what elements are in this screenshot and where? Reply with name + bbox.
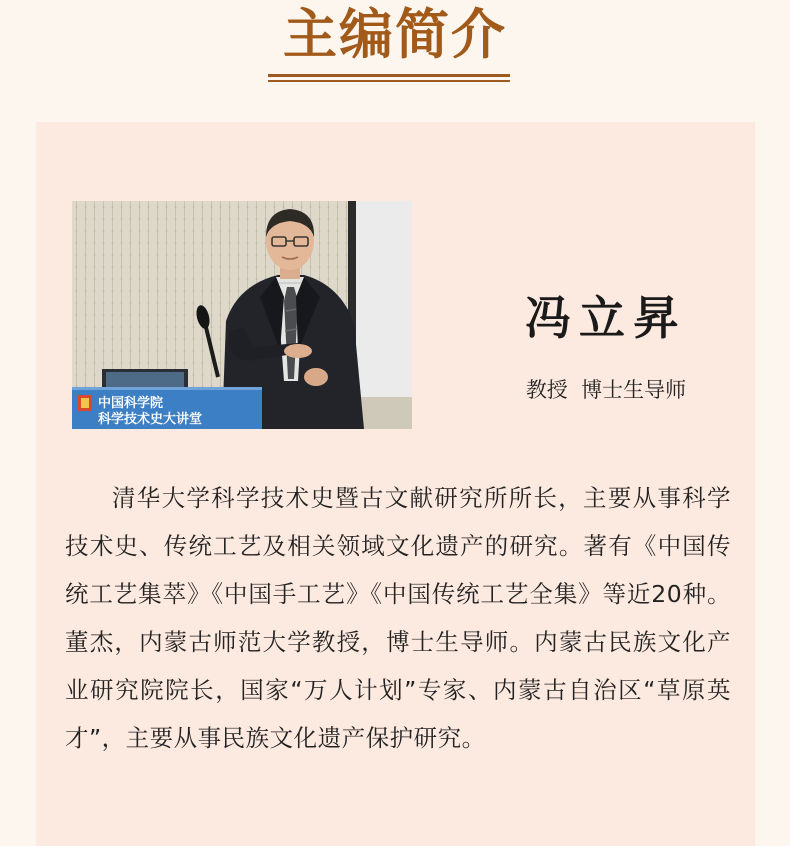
title-underline-thick (268, 74, 510, 77)
section-title: 主编简介 (283, 2, 507, 66)
editor-name: 冯立昇 (525, 291, 687, 345)
editor-bio: 清华大学科学技术史暨古文献研究所所长，主要从事科学技术史、传统工艺及相关领域文化遗产的研究。著有《中国传统工艺集萃》《中国手工艺》《中国传统工艺全集》等近20种。董杰，内蒙古师范大学教授，博士生导师。内蒙古民族文化产业研究院院长，国家“万人计划”专家、内蒙古自治区“草原英才”，主要从事民族文化遗产保护研究。 (65, 484, 731, 752)
editor-profile-panel (36, 122, 755, 846)
banner-line-2: 科学技术史大讲堂 (98, 412, 203, 427)
editor-photo (72, 201, 412, 429)
banner-line-1: 中国科学院 (98, 396, 164, 411)
editor-role: 教授 博士生导师 (525, 378, 687, 402)
section-header (0, 0, 790, 110)
editor-photo-illustration (72, 201, 412, 429)
title-underline-thin (268, 80, 510, 82)
